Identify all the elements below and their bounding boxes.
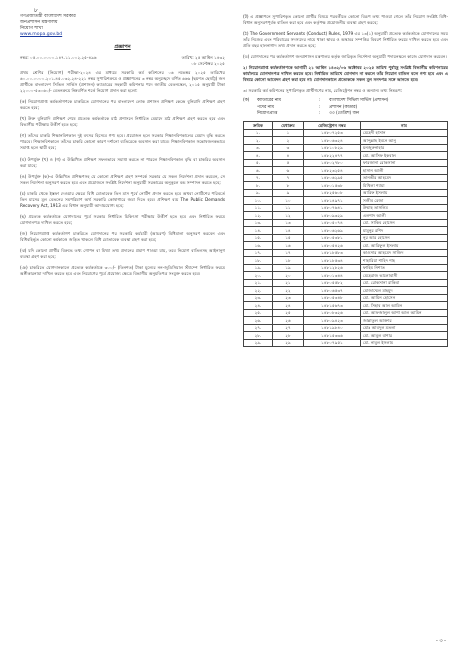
cadre-label: ক্যাডারের নাম	[257, 98, 281, 104]
serial-cell: ১৯.	[244, 264, 273, 272]
col-reg-header: রেজিস্ট্রেশন নম্বর	[304, 122, 361, 130]
table-row	[244, 197, 448, 205]
registration-cell: ১৪৮০৬৩২৪	[304, 137, 361, 145]
registration-cell: ১৪৮০১৫৩৮	[304, 182, 361, 190]
right-column	[243, 14, 448, 347]
merit-cell: ২০	[273, 272, 304, 280]
name-cell: মোঃ আবদুল মতলা	[361, 324, 448, 332]
serial-cell: ১২.	[244, 212, 273, 220]
paragraph-nya: (ঞ) চাকরিতে যোগদানকালে প্রত্যেক কর্মকর্তাকে ৩০০/- (তিনশত) টাকা মূল্যের নন-জুডিসিয়াল স্ট্যাম্পে নির্ধারিত ফরমে অঙ্গীকারনামা দাখিল করতে হবে এবং নিয়োগের পূর্বে প্রযোজ্য ক্ষেত্রে বিভাগীয় অনুমতিপত্র সংযুক্ত করতে হবে।	[20, 265, 225, 277]
left-column	[20, 14, 225, 277]
serial-cell: ১৪.	[244, 227, 273, 235]
website-link[interactable]: www.mopa.gov.bd	[20, 32, 63, 37]
name-cell: ফারজানা রোকসানা	[361, 159, 448, 167]
merit-cell: ১০	[273, 197, 304, 205]
count-value: ৩৩ (তেত্রিশ) জন	[329, 111, 359, 117]
paragraph-da: (ড) যোগদানের পর কর্মকর্তাগণ জনপ্রশাসন মন্ত্রণালয় কর্তৃক জারিকৃত নির্দেশনা অনুযায়ী পদায়নস্থলে কাজে যোগদান করবেন।	[243, 54, 447, 60]
paragraph-cha: (চ) চাকরি থেকে ইস্তফা দেওয়ার ক্ষেত্রে বিধি মোতাবেক তিন মাস পূর্বে নোটিশ প্রদান করতে হবে অথবা নোটিশের পরিবর্তে তিন মাসের মূল বেতনের সমপরিমাণ অর্থ সরকারি কোষাগারে জমা দিতে হবে। প্রশিক্ষণ ব্যয় The Public Demands Recovery Act, 1913 এর বিধান অনুযায়ী আদায়যোগ্য হবে;	[20, 190, 225, 208]
table-row	[244, 174, 448, 182]
name-cell: মো. সিহাব আল আমিন	[361, 302, 448, 310]
registration-cell: ১৪৮০৭২৫৩	[304, 129, 361, 137]
table-row	[244, 129, 448, 137]
name-cell: মো. আমিন হোসেন	[361, 294, 448, 302]
serial-cell: ৭.	[244, 174, 273, 182]
serial-cell: ২.	[244, 137, 273, 145]
merit-cell: ৩	[273, 144, 304, 152]
table-row	[244, 279, 448, 287]
paragraph-ga: (গ) তাঁদের চাকরি শিক্ষানবিশকাল দুই বৎসর হিসেবে গণ্য হবে। প্রয়োজন হলে সরকার শিক্ষানবিশকালের মেয়াদ বৃদ্ধি করতে পারবে। শিক্ষানবিশকালে তাঁদের চাকরি কোনো কারণ দর্শানো ব্যতিরেকে অবসান করা যাবে। শিক্ষানবিশকাল সন্তোষজনকভাবে সমাপ্ত হলে স্থায়ী হবে;	[20, 133, 225, 151]
table-row	[244, 264, 448, 272]
col-name-header: নাম	[361, 122, 448, 130]
registration-cell: ১৪৮০৯৩২৯	[304, 212, 361, 220]
table-row	[244, 242, 448, 250]
post-value: প্রশাসন (কাডার)	[329, 104, 358, 110]
merit-cell: ২২	[273, 287, 304, 295]
serial-cell: ২৭.	[244, 324, 273, 332]
table-row	[244, 272, 448, 280]
merit-cell: ২৪	[273, 302, 304, 310]
registration-cell: ১৪৮০৮৩২৬	[304, 309, 361, 317]
name-cell: মেহেদী হাসান	[361, 129, 448, 137]
registration-cell: ১৪৮০৬২৬৯	[304, 227, 361, 235]
name-cell: মো. আফজালুল আশা আল আমিন	[361, 309, 448, 317]
merit-cell: ৪	[273, 152, 304, 160]
serial-cell: ১০.	[244, 197, 273, 205]
paragraph-gha: (ঘ) উপর্যুক্ত (খ) ও (গ) এ উল্লিখিত প্রশিক্ষণ সফলভাবে সমাপ্ত করতে না পারলে শিক্ষানবিশকাল বৃদ্ধি বা চাকরির অবসান করা যাবে;	[20, 156, 225, 168]
registration-cell: ১৪৮০৫৩৪৮	[304, 294, 361, 302]
table-body	[244, 129, 448, 347]
serial-cell: ২০.	[244, 272, 273, 280]
registration-cell: ১৪৮১২৮২৬	[304, 264, 361, 272]
registration-cell: ১৪৮০৭৬৪১	[304, 204, 361, 212]
paragraph-jha: (ঝ) যদি কোনো প্রার্থীর বিরুদ্ধে তথ্য গোপন বা মিথ্যা তথ্য প্রদানের প্রমাণ পাওয়া যায়, তবে নিয়োগ বাতিলসহ আইনানুগ ব্যবস্থা গ্রহণ করা হবে;	[20, 248, 225, 260]
serial-cell: ১৬.	[244, 242, 273, 250]
merit-cell: ২	[273, 137, 304, 145]
col-serial-header: ক্রমিক	[244, 122, 273, 130]
table-header-row	[244, 122, 448, 130]
serial-cell: ২৬.	[244, 317, 273, 325]
post-label: পদের নাম	[257, 104, 274, 110]
table-row	[244, 159, 448, 167]
name-cell: সজীব রেজা	[361, 197, 448, 205]
table-row	[244, 144, 448, 152]
registration-cell: ১৪৮২৫৬০৮	[304, 189, 361, 197]
serial-cell: ২৪.	[244, 302, 273, 310]
paragraph-intro: প্রথম শ্রেণির (নিয়োগ) পরীক্ষা-২০২৪ এর মাধ্যমে সরকারি কর্ম কমিশনের ০৬ নভেম্বর ২০২৫ তারিখের ৬০.০০.০০০০.২০১.৪৫.০৩২.২৪-২২১ নম্বর সুপারিশক্রমে ও প্রজ্ঞাপনের ৩ নম্বর অনুচ্ছেদে বর্ণিত ৬৬৬ (ছয়শত ছেষট্টি) জন প্রার্থীকে বাংলাদেশ সিভিল সার্ভিস (প্রশাসন) ক্যাডারের সহকারী কমিশনার পদে জাতীয় বেতনস্কেল, ২০১৫ অনুযায়ী টাকা ২২০০০-৫৩০৬০/- বেতনক্রমে নিম্নবর্ণিত শর্তে নিয়োগ প্রদান করা হলো:	[20, 70, 225, 94]
merit-cell: ২৩	[273, 294, 304, 302]
merit-cell: ২৭	[273, 324, 304, 332]
info-marker: (ক)	[243, 98, 250, 104]
table-row	[244, 317, 448, 325]
merit-cell: ২৯	[273, 339, 304, 347]
merit-cell: ১৭	[273, 249, 304, 257]
name-cell: তানভীর আহমেদ	[361, 174, 448, 182]
clause-2: ২। নিয়োগপ্রাপ্ত কর্মকর্তাগণকে আগামী ২১ আশ্বিন ১৪৩২/০৬ অক্টোবর ২০২৫ তারিখ পূর্বাহ্ণে সংশ্লিষ্ট বিভাগীয় কমিশনারের কার্যালয়ে যোগদানপত্র দাখিল করতে হবে। নির্ধারিত তারিখে যোগদান না করলে তাঁর নিয়োগ বাতিল বলে গণ্য হবে এবং এ বিষয়ে কোনো আবেদন গ্রহণ করা হবে না। যোগদানকালে প্রত্যেককে সকল মূল সনদপত্র সঙ্গে আনতে হবে।	[243, 65, 448, 83]
table-row	[244, 137, 448, 145]
serial-cell: ৫.	[244, 159, 273, 167]
registration-cell: ১৪৮০৫৪২৬	[304, 242, 361, 250]
letterhead	[20, 14, 225, 38]
section-name: নিয়োগ শাখা	[20, 26, 43, 31]
serial-cell: ৩.	[244, 144, 273, 152]
merit-cell: ২১	[273, 279, 304, 287]
registration-cell: ১৪৮১০৮২৯	[304, 144, 361, 152]
paragraph-ja: (জ) নিয়োগপ্রাপ্ত কর্মকর্তাগণ চাকরিতে যোগদানের পর সরকারি কর্মচারী (আচরণ) বিধিমালা অনুসরণ করবেন এবং বিধিবহির্ভূত কোনো কর্মকাণ্ডে জড়িত থাকলে বিধি মোতাবেক ব্যবস্থা গ্রহণ করা হবে;	[20, 230, 225, 242]
serial-cell: ৮.	[244, 182, 273, 190]
table-row	[244, 182, 448, 190]
registration-cell: ১৪৮০৬৫৩৭	[304, 287, 361, 295]
govt-name: গণপ্রজাতন্ত্রী বাংলাদেশ সরকার	[20, 14, 76, 19]
serial-cell: ৯.	[244, 189, 273, 197]
serial-cell: ২২.	[244, 287, 273, 295]
merit-cell: ২৮	[273, 332, 304, 340]
name-cell: হাসান আলী	[361, 167, 448, 175]
name-cell: মামুনুর রশিদ	[361, 227, 448, 235]
serial-cell: ২৮.	[244, 332, 273, 340]
name-cell: আরিফ ইসলাম	[361, 189, 448, 197]
col-merit-header: মেধাক্রম	[273, 122, 304, 130]
name-cell: শাহারিয়া শাহিদ শাহ	[361, 257, 448, 265]
paragraph-tha: (ঠ) The Government Servants (Conduct) Rules, 1979 এর ১৩(১) অনুযায়ী প্রত্যেক কর্মকর্তাকে যোগদানের সময় তাঁর নিজের এবং পরিবারের সদস্যদের নামে থাকা স্থাবর ও অস্থাবর সম্পত্তির বিবরণ নির্ধারিত ফরমে দাখিল করতে হবে এবং প্রতি বছর হালনাগাদ তথ্য প্রদান করতে হবে;	[243, 31, 448, 49]
merit-cell: ৭	[273, 174, 304, 182]
table-row	[244, 294, 448, 302]
merit-cell: ১১	[273, 204, 304, 212]
notice-title: প্রজ্ঞাপন	[114, 44, 131, 50]
serial-cell: ২১.	[244, 279, 273, 287]
serial-cell: ১৭.	[244, 249, 273, 257]
date-english: ০৮ সেপ্টেম্বর ২০২৫	[191, 61, 225, 66]
serial-cell: ১৮.	[244, 257, 273, 265]
registration-cell: ১৪৮১৫৬৭৩	[304, 302, 361, 310]
registration-cell: ১৪৮০৫০৭৪	[304, 219, 361, 227]
name-cell: নূর আর হোসেন	[361, 234, 448, 242]
table-row	[244, 249, 448, 257]
merit-cell: ৯	[273, 189, 304, 197]
serial-cell: ২৯.	[244, 339, 273, 347]
name-cell: মনজুরুনাহার	[361, 144, 448, 152]
table-row	[244, 302, 448, 310]
count-label: নিয়োগপ্রাপ্ত	[257, 111, 278, 117]
name-cell: মো. আবুল বাশার	[361, 332, 448, 340]
table-row	[244, 324, 448, 332]
serial-cell: ১.	[244, 129, 273, 137]
table-row	[244, 152, 448, 160]
name-cell: উম্মাহ তাসলিম	[361, 204, 448, 212]
ministry-name: জনপ্রশাসন মন্ত্রণালয়	[20, 20, 58, 25]
table-row	[244, 332, 448, 340]
serial-cell: ১১.	[244, 204, 273, 212]
merit-cell: ১৬	[273, 242, 304, 250]
merit-cell: ৫	[273, 159, 304, 167]
name-cell: আব্দুল্লাহ ইবনে আনু	[361, 137, 448, 145]
name-cell: মো. সাকিব হোসেন	[361, 219, 448, 227]
serial-cell: ৬.	[244, 167, 273, 175]
registration-cell: ১৪৮০২৭৮০	[304, 159, 361, 167]
serial-cell: ৪.	[244, 152, 273, 160]
table-row	[244, 219, 448, 227]
reference-number: নম্বর: ০৫.০০.০০০০.১৪৭.১১.০০২.২৫-৪৯৬	[20, 55, 97, 60]
clause-3: ৩। সরকারি কর্ম কমিশনের সুপারিশকৃত প্রার্থীগণের নাম, রেজিস্ট্রেশন নম্বর ও অন্যান্য তথ্য নিম্নরূপ:	[243, 88, 403, 94]
merit-cell: ১৫	[273, 234, 304, 242]
paragraph-kha: (খ) উক্ত বুনিয়াদি প্রশিক্ষণ শেষে প্রত্যেক কর্মকর্তাকে মাঠ প্রশাসনে নির্ধারিত মেয়াদে মাঠ প্রশিক্ষণ গ্রহণ করতে হবে এবং বিভাগীয় পরীক্ষায় উত্তীর্ণ হতে হবে;	[20, 116, 225, 128]
registration-cell: ১৪৮১৫৩৩৬	[304, 332, 361, 340]
registration-cell: ১৪৮২৩২৫৪	[304, 167, 361, 175]
name-cell: মেহেরাজ ভালোবাসী	[361, 272, 448, 280]
paragraph-ka: (ক) নিয়োগপ্রাপ্ত কর্মকর্তাগণকে চাকরিতে যোগদানের পর বাংলাদেশ লোক প্রশাসন প্রশিক্ষণ কেন্দ্রে বুনিয়াদি প্রশিক্ষণ গ্রহণ করতে হবে;	[20, 99, 225, 111]
paragraph-uma: (ঙ) উপর্যুক্ত (ক)-এ উল্লিখিত প্রশিক্ষণসহ যে কোনো প্রশিক্ষণ গ্রহণ সম্পর্কে সরকার যে সকল নির্দেশনা প্রদান করবেন, সে সকল নির্দেশনা অনুসরণ করতে হবে এবং প্রয়োজনে সংশ্লিষ্ট নির্দেশনা অনুযায়ী সরকারের অনুকূলে বন্ড সম্পাদন করতে হবে;	[20, 173, 225, 185]
name-cell: মিথিলা শ্যামা	[361, 182, 448, 190]
table-row	[244, 234, 448, 242]
name-cell: জান্নাতুল আক্তার	[361, 317, 448, 325]
merit-cell: ৬	[273, 167, 304, 175]
table-row	[244, 287, 448, 295]
merit-cell: ১৪	[273, 227, 304, 235]
merit-cell: ১৯	[273, 264, 304, 272]
page-number: - ৩ -	[435, 638, 446, 644]
serial-cell: ১৫.	[244, 234, 273, 242]
table-row	[244, 167, 448, 175]
merit-cell: ৮	[273, 182, 304, 190]
table-row	[244, 189, 448, 197]
name-cell: এলশাদ আলী	[361, 212, 448, 220]
registration-cell: ১৪৮০১৩৪৪	[304, 272, 361, 280]
merit-cell: ১২	[273, 212, 304, 220]
date-label: তারিখ:	[181, 55, 194, 60]
name-cell: ফাহিম নিশাত	[361, 264, 448, 272]
paragraph-chha: (ছ) প্রত্যেক কর্মকর্তাকে যোগদানের পূর্বে সরকার নির্ধারিত চিকিৎসা পরীক্ষায় উত্তীর্ণ হতে হবে এবং নির্ধারিত ফরমে যোগদানপত্র দাখিল করতে হবে;	[20, 213, 225, 225]
registration-cell: ১৪৮১৯৮৪০	[304, 324, 361, 332]
registration-cell: ১৪৮২২৪৭৭	[304, 152, 361, 160]
appointee-table	[243, 121, 448, 347]
cadre-value: বাংলাদেশ সিভিল সার্ভিস (প্রশাসন)	[329, 98, 389, 104]
name-cell: মোজাম্মেল মাহমুদ	[361, 287, 448, 295]
name-cell: মো. নাবুল ইসলাম	[361, 339, 448, 347]
serial-cell: ২৫.	[244, 309, 273, 317]
serial-cell: ২৩.	[244, 294, 273, 302]
registration-cell: ১৪৮০৫৩৮১	[304, 234, 361, 242]
table-row	[244, 257, 448, 265]
name-cell: কাওসার আহমেদ সাজিদ	[361, 249, 448, 257]
serial-cell: ১৩.	[244, 219, 273, 227]
registration-cell: ১৪৮০৭৯৫১	[304, 339, 361, 347]
cadre-info: (ক) ক্যাডারের নাম : বাংলাদেশ সিভিল সার্ভিস (প্রশাসন) পদের নাম : প্রশাসন (কাডার) নিয়োগপ্রাপ্ত : ৩৩ (তেত্রিশ) জন	[243, 98, 389, 117]
merit-cell: ১৩	[273, 219, 304, 227]
merit-cell: ২৫	[273, 309, 304, 317]
table-row	[244, 339, 448, 347]
merit-cell: ১৮	[273, 257, 304, 265]
merit-cell: ২৬	[273, 317, 304, 325]
registration-cell: ১৪৮০৯৪২৩	[304, 317, 361, 325]
registration-cell: ১৪৮১৮৫৮৩	[304, 249, 361, 257]
registration-cell: ১৪৮০৬২৯৫	[304, 174, 361, 182]
registration-cell: ১৪৮১৮৫৩৪	[304, 257, 361, 265]
name-cell: মো. আসিফ ইকবাল	[361, 152, 448, 160]
registration-cell: ১৪৮১৪৯৭১	[304, 197, 361, 205]
paragraph-ta: (ট) এ প্রজ্ঞাপনে সুপারিশকৃত কোনো প্রার্থীর বিষয়ে পরবর্তীতে কোনো বিরূপ তথ্য পাওয়া গেলে তাঁর নিয়োগ সংশ্লিষ্ট বিধি-বিধান অনুসরণপূর্বক বাতিল করা হবে এবং কর্তৃপক্ষ প্রয়োজনীয় ব্যবস্থা গ্রহণ করবে;	[243, 14, 448, 26]
name-cell: মো. রোকসানা রাকিবা	[361, 279, 448, 287]
corner-number: ৮	[34, 7, 38, 14]
table-row	[244, 204, 448, 212]
table-row	[244, 212, 448, 220]
merit-cell: ১	[273, 129, 304, 137]
registration-cell: ১৪৮০৫৫৮২	[304, 279, 361, 287]
name-cell: মো. আরিফুল ইসলাম	[361, 242, 448, 250]
table-row	[244, 309, 448, 317]
table-row	[244, 227, 448, 235]
date-bangla: ২৫ আশ্বিন ১৪৩২	[195, 55, 225, 60]
